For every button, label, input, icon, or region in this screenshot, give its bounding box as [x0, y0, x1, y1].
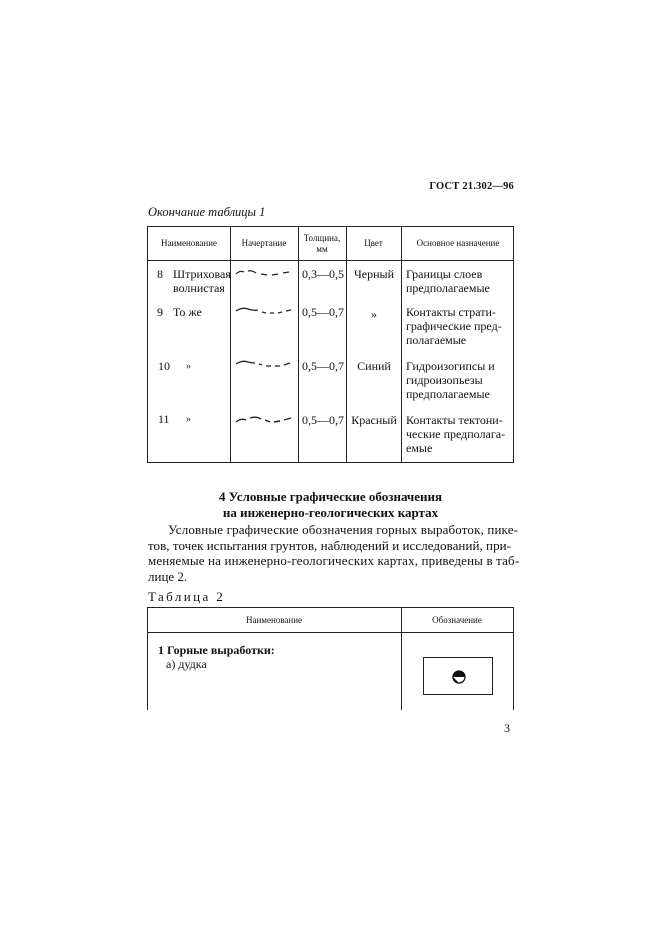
- col-header-name: Наименование: [160, 238, 218, 248]
- row10-num: 10: [158, 359, 170, 373]
- row8-name-line2: волнистая: [173, 281, 225, 295]
- col-header-purpose: Основное назначение: [416, 238, 500, 248]
- paragraph-line: меняемые на инженерно-геологических картах, приведены в таб-: [148, 553, 520, 568]
- page-number: 3: [504, 721, 510, 735]
- row9-name: То же: [173, 305, 202, 319]
- row8-name-line1: Штриховая: [173, 267, 231, 281]
- row10-color: Синий: [357, 359, 391, 373]
- row9-num: 9: [157, 305, 163, 319]
- col-header-style: Начертание: [241, 238, 287, 248]
- row9-thickness: 0,5—0,7: [302, 305, 344, 319]
- row10-thickness: 0,5—0,7: [302, 359, 344, 373]
- row9-color: »: [371, 307, 377, 321]
- row10-name: »: [186, 361, 191, 372]
- col-header-thickness-line1: Толщина,: [303, 232, 341, 243]
- document-code: ГОСТ 21.302—96: [429, 181, 514, 192]
- row10-purpose-line1: Гидроизогипсы и: [406, 359, 495, 373]
- section4-title-line1: 4 Условные графические обозначения: [218, 489, 443, 504]
- paragraph-line: тов, точек испытания грунтов, наблюдений и исследований, при-: [148, 537, 511, 553]
- row11-purpose-line2: ческие предполага-: [406, 427, 506, 441]
- row8-thickness: 0,3—0,5: [302, 267, 344, 281]
- row9-purpose-line1: Контакты страти-: [406, 305, 496, 319]
- row11-purpose-line3: емые: [406, 441, 433, 455]
- row10-purpose-line2: гидроизопьезы: [406, 373, 483, 387]
- dudka-symbol: [423, 657, 493, 695]
- paragraph-line: лице 2.: [148, 568, 188, 584]
- wavy-dashed-line-icon: [234, 358, 294, 370]
- table2-caption: Таблица 2: [148, 589, 226, 604]
- row11-thickness: 0,5—0,7: [302, 413, 344, 427]
- row8-color: Черный: [353, 267, 395, 281]
- col-header-color: Цвет: [364, 238, 383, 248]
- row8-purpose-line2: предполагаемые: [406, 281, 490, 295]
- dudka-symbol-icon: [424, 658, 494, 696]
- row11-num: 11: [158, 412, 170, 426]
- wavy-dashed-line-icon: [234, 267, 294, 279]
- row11-purpose-line1: Контакты тектони-: [406, 413, 503, 427]
- col-header-symbol: Обозначение: [432, 614, 482, 625]
- table2: [147, 607, 514, 710]
- table1-caption: Окончание таблицы 1: [148, 205, 266, 219]
- col-header-name: Наименование: [245, 614, 303, 625]
- row10-purpose-line3: предполагаемые: [406, 387, 490, 401]
- row8-num: 8: [157, 267, 163, 281]
- row9-purpose-line2: графические пред-: [406, 319, 502, 333]
- wavy-dashed-line-icon: [234, 305, 294, 317]
- section4-paragraph: [148, 522, 520, 584]
- paragraph-line: Условные графические обозначения горных выработок, пике-: [168, 522, 519, 537]
- col-header-thickness: [298, 227, 346, 260]
- wavy-dashed-line-icon: [234, 414, 294, 426]
- section4-title-line2: на инженерно-геологических картах: [222, 505, 439, 520]
- col-header-thickness-line2: мм: [316, 243, 328, 254]
- group-title: 1 Горные выработки:: [158, 643, 275, 657]
- row9-purpose-line3: полагаемые: [406, 333, 467, 347]
- row8-purpose-line1: Границы слоев: [406, 267, 483, 281]
- row11-color: Красный: [351, 413, 397, 427]
- item-dudka: а) дудка: [166, 657, 207, 671]
- row11-name: »: [186, 414, 191, 425]
- table1: [147, 226, 514, 463]
